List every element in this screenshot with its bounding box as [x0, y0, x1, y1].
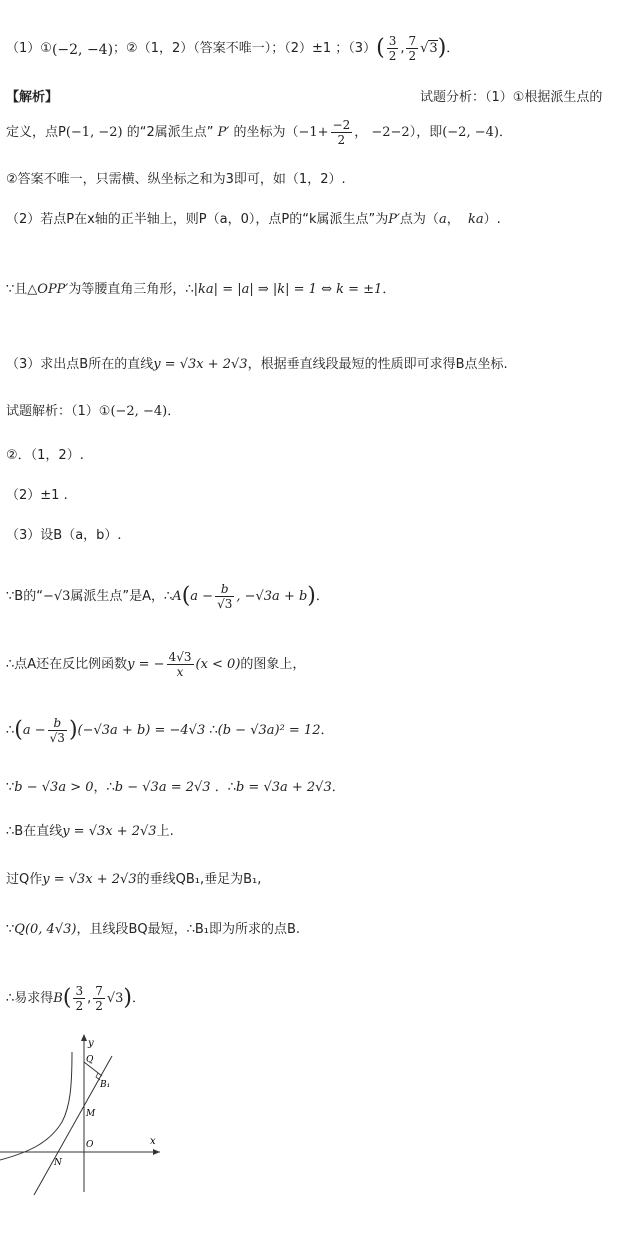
line-b — [34, 1056, 112, 1195]
solution-line-2: ②．（1，2）. — [6, 448, 84, 463]
analysis-line-1: 定义，点P(−1, −2) 的“2属派生点” P′ 的坐标为（−1+ $\frac{-2}{2}$ ， −2−2），即(−2, −4)． — [6, 118, 512, 147]
answer-line: （1）①(−2, −4)；②（1，2）（答案不唯一）；（2）±1 ；（3）( $\frac{3}{2}$ , $\frac{7}{2}$ √3)． — [6, 34, 460, 63]
solution-line-5: ∵B的“−√3属派生点”是A，∴A(a − $\frac{b}{√3}$ , −√3a + b)． — [6, 582, 329, 611]
answer-text-2: ；②（1，2）（答案不唯一）；（2）±1 ；（3） — [113, 41, 377, 56]
solution-line-10: 过Q作y = √3x + 2√3的垂线QB₁,垂足为B₁, — [6, 872, 262, 887]
label-y: y — [88, 1038, 94, 1049]
analysis-line-2: ②答案不唯一，只需横、纵坐标之和为3即可，如（1，2）. — [6, 172, 346, 187]
solution-line-9: ∴B在直线y = √3x + 2√3上. — [6, 824, 174, 839]
solution-line-3: （2）±1 . — [6, 488, 68, 503]
hyperbola-curve — [0, 1052, 72, 1160]
label-x: x — [150, 1136, 156, 1147]
x-axis-arrow — [153, 1149, 160, 1155]
solution-line-7: ∴(a − $\frac{b}{√3}$ )(−√3a + b) = −4√3 ∴(b − √3a)² = 12． — [6, 716, 334, 745]
solution-line-8: ∵b − √3a > 0，∴b − √3a = 2√3 ．∴b = √3a + 2√3． — [6, 780, 345, 795]
analysis-line-3: （2）若点P在x轴的正半轴上，则P（a，0），点P的“k属派生点”为P′点为（a， ka）. — [6, 212, 501, 227]
answer-point-1: (−2, −4) — [51, 41, 114, 58]
solution-line-6: ∴点A还在反比例函数y = − $\frac{4√3}{x}$ (x < 0)的图象上， — [6, 650, 306, 679]
answer-frac-x: $\frac{3}{2}$ — [388, 34, 397, 63]
label-q: Q — [86, 1055, 94, 1065]
coordinate-figure — [0, 1032, 180, 1202]
analysis-intro: 试题分析：（1）①根据派生点的 — [420, 90, 603, 105]
answer-frac-y: $\frac{7}{2}$ — [408, 34, 417, 63]
label-b1: B₁ — [100, 1080, 111, 1090]
y-axis-arrow — [81, 1034, 87, 1041]
answer-text-1: （1）① — [6, 41, 52, 56]
analysis-heading: 【解析】 — [6, 90, 59, 105]
solution-line-1: 试题解析：（1）①(−2, −4)． — [6, 404, 181, 419]
analysis-line-4: ∵且△OPP′为等腰直角三角形，∴|ka| = |a| ⇒ |k| = 1 ⇔ k = ±1． — [6, 282, 396, 297]
label-m: M — [86, 1109, 96, 1119]
solution-line-11: ∵Q(0, 4√3)，且线段BQ最短，∴B₁即为所求的点B. — [6, 922, 301, 937]
solution-line-12: ∴易求得B( $\frac{3}{2}$ , $\frac{7}{2}$ √3)． — [6, 984, 146, 1013]
analysis-line-5: （3）求出点B所在的直线y = √3x + 2√3，根据垂直线段最短的性质即可求得B点坐标. — [6, 357, 508, 372]
label-n: N — [54, 1158, 62, 1168]
label-o: O — [86, 1140, 94, 1150]
solution-line-4: （3）设B（a，b）. — [6, 528, 122, 543]
